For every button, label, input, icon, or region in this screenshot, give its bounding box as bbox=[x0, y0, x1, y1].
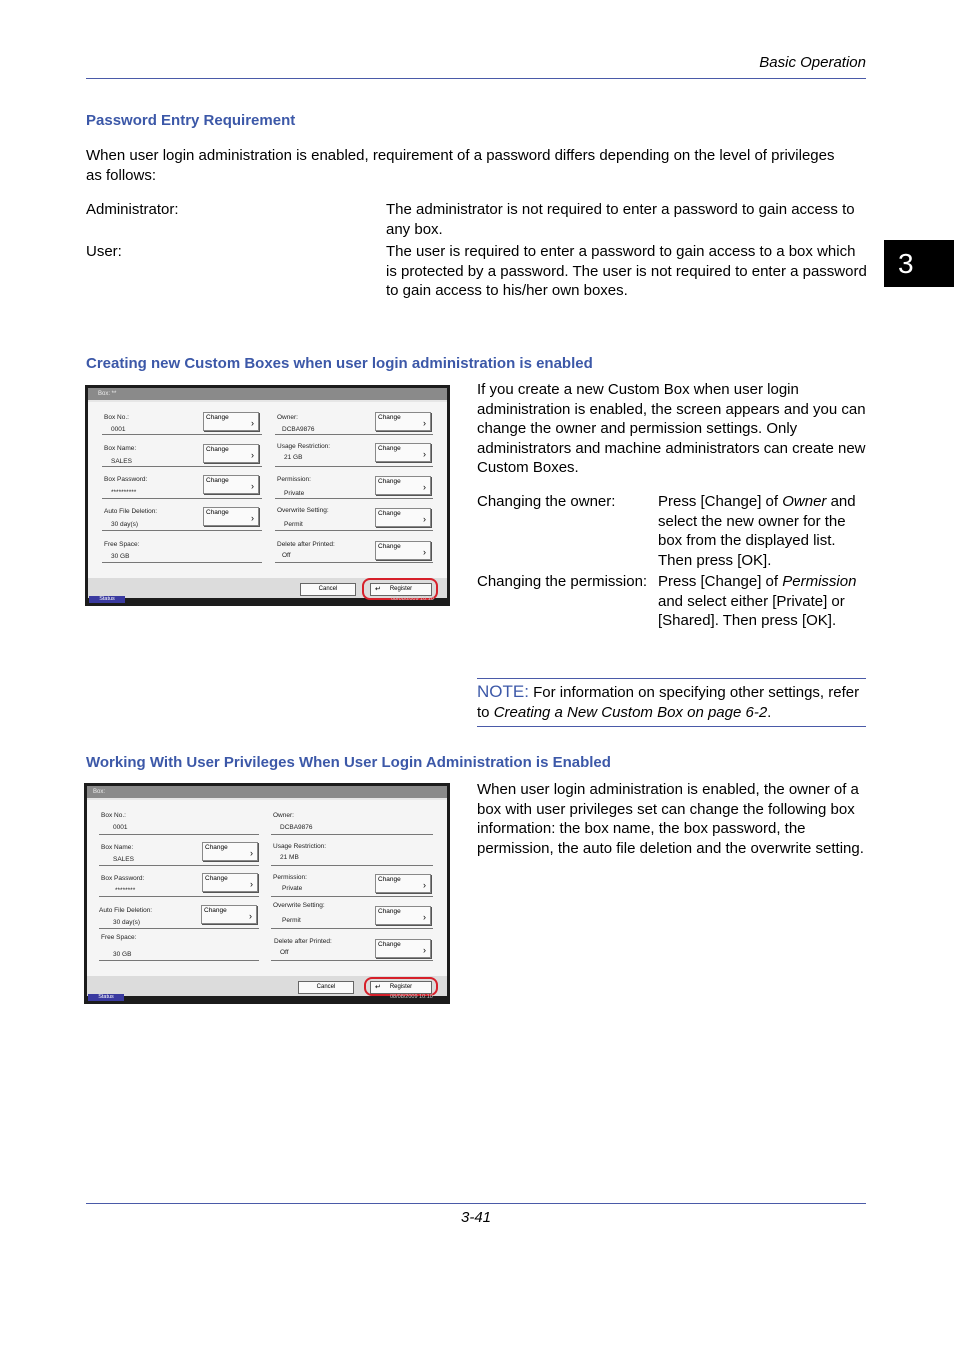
change-button-box-name[interactable]: Change › bbox=[202, 842, 258, 861]
change-button-auto-file-deletion[interactable]: Change › bbox=[201, 905, 257, 924]
label-box-no: Box No.: bbox=[104, 414, 129, 421]
label-permission: Permission: bbox=[273, 874, 307, 881]
label-auto-file-deletion: Auto File Deletion: bbox=[99, 907, 153, 914]
label-box-name: Box Name: bbox=[101, 844, 134, 851]
label-delete-after-printed: Delete after Printed: bbox=[277, 541, 335, 548]
cancel-button[interactable]: Cancel bbox=[298, 981, 354, 994]
value-box-no: 0001 bbox=[113, 824, 128, 831]
change-button-permission[interactable]: Change › bbox=[375, 874, 431, 893]
label-delete-after-printed: Delete after Printed: bbox=[274, 938, 332, 945]
label-free-space: Free Space: bbox=[104, 541, 140, 548]
desc-changing-permission: Press [Change] of Permission and select either [Private] or [Shared]. Then press [OK]. bbox=[658, 573, 857, 630]
status-button[interactable]: Status bbox=[89, 596, 125, 603]
label-box-no: Box No.: bbox=[101, 812, 126, 819]
change-button-owner[interactable]: Change › bbox=[375, 412, 431, 431]
value-delete-after-printed: Off bbox=[280, 949, 289, 956]
value-permission: Private bbox=[284, 490, 305, 497]
value-box-no: 0001 bbox=[111, 426, 126, 433]
status-button[interactable]: Status bbox=[88, 994, 124, 1001]
datetime: 08/08/2009 10:10 bbox=[391, 596, 434, 602]
value-owner: DCBA9876 bbox=[282, 426, 315, 433]
change-button-overwrite-setting[interactable]: Change › bbox=[375, 906, 431, 925]
section-intro: When user login administration is enabled, requirement of a password differs depending on the level of privileges as follows: bbox=[86, 147, 835, 184]
register-button[interactable]: ↵ Register bbox=[370, 583, 432, 596]
change-button-auto-file-deletion[interactable]: Change › bbox=[203, 507, 259, 526]
label-permission: Permission: bbox=[277, 476, 311, 483]
label-usage-restriction: Usage Restriction: bbox=[273, 843, 327, 850]
term-user: User: bbox=[86, 243, 122, 260]
change-button-box-no[interactable]: Change › bbox=[203, 412, 259, 431]
change-button-box-name[interactable]: Change › bbox=[203, 444, 259, 463]
value-auto-file-deletion: 30 day(s) bbox=[113, 919, 141, 926]
section2-body: If you create a new Custom Box when user login administration is enabled, the screen appears and you can change the owner and permission settings. Only administrators and machine administrators can create new Custom Boxes. bbox=[477, 381, 866, 477]
value-free-space: 30 GB bbox=[113, 951, 132, 958]
page-number: 3-41 bbox=[461, 1209, 492, 1226]
screen-footer bbox=[87, 976, 447, 996]
label-auto-file-deletion: Auto File Deletion: bbox=[104, 508, 158, 515]
label-box-name: Box Name: bbox=[104, 445, 137, 452]
label-box-password: Box Password: bbox=[101, 875, 145, 882]
register-button[interactable]: ↵ Register bbox=[370, 981, 432, 994]
enter-icon: ↵ bbox=[375, 984, 381, 991]
desc-administrator: The administrator is not required to enter a password to gain access to any box. bbox=[386, 201, 855, 238]
chapter-tab: 3 bbox=[884, 240, 954, 287]
screen-body bbox=[87, 800, 447, 976]
value-usage-restriction: 21 MB bbox=[280, 854, 299, 861]
footer-rule bbox=[86, 1203, 866, 1204]
screen-panel bbox=[87, 786, 447, 996]
value-box-name: SALES bbox=[113, 856, 134, 863]
term-changing-permission: Changing the permission: bbox=[477, 573, 648, 590]
change-button-delete-after-printed[interactable]: Change › bbox=[375, 541, 431, 560]
section-heading-custom-boxes: Creating new Custom Boxes when user login administration is enabled bbox=[86, 355, 593, 372]
note-text: NOTE: For information on specifying other settings, refer to Creating a New Custom Box on page 6-2. bbox=[477, 682, 860, 721]
change-button-usage-restriction[interactable]: Change › bbox=[375, 443, 431, 462]
value-free-space: 30 GB bbox=[111, 553, 130, 560]
note-link[interactable]: Creating a New Custom Box on page 6-2 bbox=[493, 703, 768, 721]
screen-footer bbox=[88, 578, 447, 598]
cancel-button[interactable]: Cancel bbox=[300, 583, 356, 596]
label-owner: Owner: bbox=[277, 414, 298, 421]
label-box-password: Box Password: bbox=[104, 476, 148, 483]
term-administrator: Administrator: bbox=[86, 201, 179, 218]
section3-body: When user login administration is enabled, the owner of a box with user privileges set can change the following box information: the box name, the box password, the permission, the auto file deletion and the overwrite setting. bbox=[477, 781, 864, 857]
change-button-box-password[interactable]: Change › bbox=[203, 475, 259, 494]
screen-body bbox=[88, 402, 447, 578]
label-usage-restriction: Usage Restriction: bbox=[277, 443, 331, 450]
screen-title: Box: ** bbox=[88, 388, 447, 400]
section-heading-user-privileges: Working With User Privileges When User Login Administration is Enabled bbox=[86, 754, 611, 771]
value-permission: Private bbox=[282, 885, 303, 892]
value-box-password: ********** bbox=[111, 489, 137, 496]
value-box-name: SALES bbox=[111, 458, 132, 465]
running-header: Basic Operation bbox=[759, 54, 866, 71]
screen-new-custom-box bbox=[85, 385, 450, 606]
value-delete-after-printed: Off bbox=[282, 552, 291, 559]
value-overwrite-setting: Permit bbox=[282, 917, 301, 924]
screen-title: Box: bbox=[87, 786, 447, 798]
enter-icon: ↵ bbox=[375, 586, 381, 593]
label-overwrite-setting: Overwrite Setting: bbox=[277, 507, 329, 514]
value-auto-file-deletion: 30 day(s) bbox=[111, 521, 139, 528]
change-button-box-password[interactable]: Change › bbox=[202, 873, 258, 892]
datetime: 08/08/2009 10:10 bbox=[390, 994, 433, 1000]
section-heading-password: Password Entry Requirement bbox=[86, 112, 296, 129]
desc-changing-owner: Press [Change] of Owner and select the new owner for the box from the displayed list. Then press [OK]. bbox=[658, 493, 856, 569]
change-button-overwrite-setting[interactable]: Change › bbox=[375, 508, 431, 527]
screen-user-privileges bbox=[84, 783, 450, 1004]
label-overwrite-setting: Overwrite Setting: bbox=[273, 902, 325, 909]
change-button-permission[interactable]: Change › bbox=[375, 476, 431, 495]
value-overwrite-setting: Permit bbox=[284, 521, 303, 528]
desc-user: The user is required to enter a password to gain access to a box which is protected by a password. The user is not required to enter a password to gain access to his/her own boxes. bbox=[386, 243, 867, 300]
value-usage-restriction: 21 GB bbox=[284, 454, 303, 461]
term-changing-owner: Changing the owner: bbox=[477, 493, 616, 510]
label-owner: Owner: bbox=[273, 812, 294, 819]
header-rule bbox=[86, 78, 866, 79]
value-box-password: ******** bbox=[115, 887, 136, 894]
screen-panel bbox=[88, 388, 447, 598]
change-button-delete-after-printed[interactable]: Change › bbox=[375, 939, 431, 958]
value-owner: DCBA9876 bbox=[280, 824, 313, 831]
label-free-space: Free Space: bbox=[101, 934, 137, 941]
